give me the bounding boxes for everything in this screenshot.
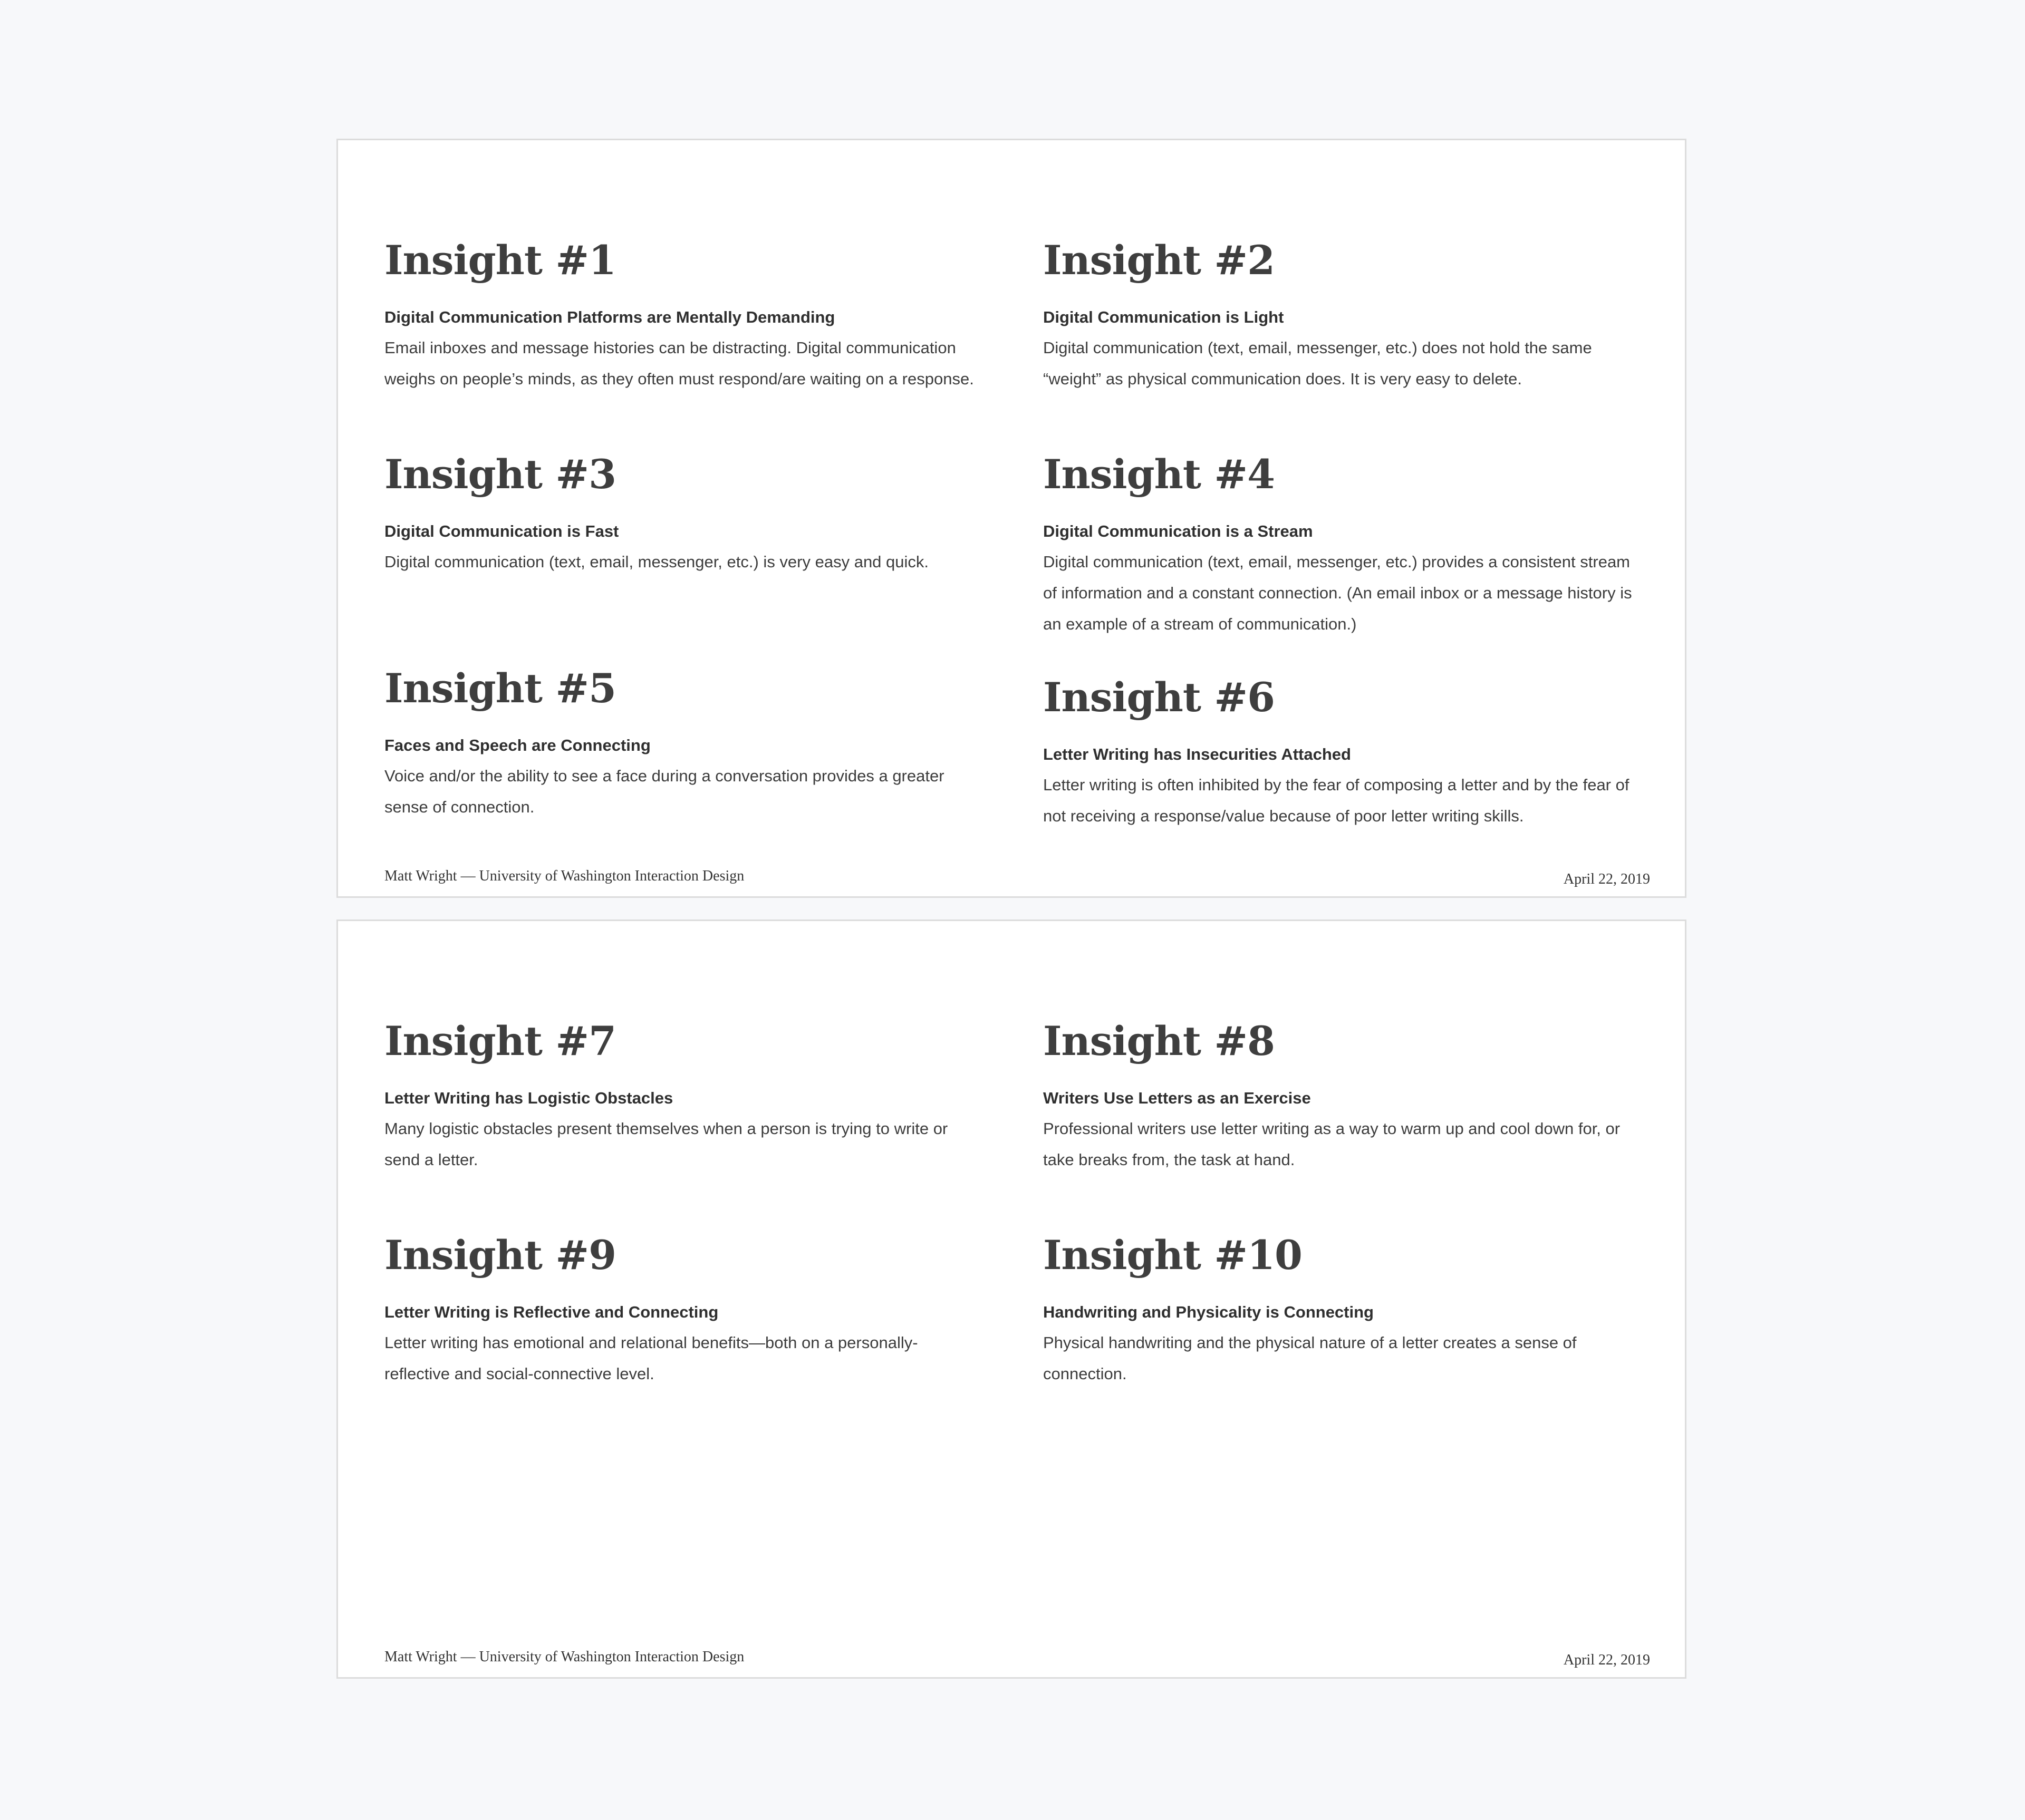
insight-subtitle: Faces and Speech are Connecting [384, 736, 651, 754]
insight-body: Professional writers use letter writing as a way to warm up and cool down for, or take breaks from, the task at hand. [1043, 1119, 1621, 1169]
footer-author: Matt Wright — University of Washington Interaction Design [384, 1649, 745, 1665]
insight-card-3 [384, 449, 975, 577]
insight-body: Digital communication (text, email, messenger, etc.) is very easy and quick. [384, 553, 929, 571]
insight-body: Physical handwriting and the physical nature of a letter creates a sense of connection. [1043, 1333, 1577, 1383]
footer-date: April 22, 2019 [1563, 871, 1650, 887]
insight-body: Letter writing has emotional and relational benefits—both on a personally-reflective and social-connective level. [384, 1333, 918, 1383]
insight-body: Letter writing is often inhibited by the fear of composing a letter and by the fear of not receiving a response/value because of poor letter writing skills. [1043, 776, 1629, 825]
insight-card-5 [384, 663, 975, 822]
insight-card-4 [1043, 449, 1634, 640]
insight-heading: Insight #6 [1043, 674, 1275, 721]
insight-card-7 [384, 1016, 975, 1175]
insight-subtitle: Digital Communication Platforms are Mentally Demanding [384, 308, 835, 326]
insight-body: Email inboxes and message histories can be distracting. Digital communication weighs on people’s minds, as they often must respond/are waiting on a response. [384, 338, 974, 388]
insight-heading: Insight #7 [384, 1018, 616, 1064]
insight-heading: Insight #10 [1043, 1232, 1302, 1279]
insight-heading: Insight #8 [1043, 1018, 1275, 1064]
insight-card-10 [1043, 1230, 1634, 1389]
insight-card-1 [384, 235, 975, 394]
insight-subtitle: Letter Writing has Insecurities Attached [1043, 745, 1351, 763]
insight-subtitle: Digital Communication is Light [1043, 308, 1284, 326]
insight-subtitle: Digital Communication is a Stream [1043, 522, 1313, 540]
insight-heading: Insight #9 [384, 1232, 616, 1279]
insight-body: Digital communication (text, email, messenger, etc.) does not hold the same “weight” as physical communication does. It is very easy to delete. [1043, 338, 1592, 388]
insight-card-6 [1043, 672, 1634, 831]
insight-heading: Insight #1 [384, 237, 616, 284]
insight-heading: Insight #3 [384, 451, 616, 498]
slide-2 [336, 919, 1686, 1679]
insight-card-9 [384, 1230, 975, 1389]
insight-heading: Insight #5 [384, 665, 616, 712]
slide-1 [336, 139, 1686, 898]
insight-card-8 [1043, 1016, 1634, 1175]
insight-subtitle: Letter Writing has Logistic Obstacles [384, 1089, 673, 1107]
insight-card-2 [1043, 235, 1634, 394]
insight-body: Voice and/or the ability to see a face during a conversation provides a greater sense of connection. [384, 767, 944, 816]
insight-heading: Insight #4 [1043, 451, 1275, 498]
insight-heading: Insight #2 [1043, 237, 1275, 284]
insight-body: Many logistic obstacles present themselves when a person is trying to write or send a letter. [384, 1119, 948, 1169]
insight-body: Digital communication (text, email, messenger, etc.) provides a consistent stream of information and a constant connection. (An email inbox or a message history is an example of a stream of communication.) [1043, 553, 1632, 633]
insight-subtitle: Writers Use Letters as an Exercise [1043, 1089, 1311, 1107]
insight-subtitle: Digital Communication is Fast [384, 522, 619, 540]
footer-author: Matt Wright — University of Washington Interaction Design [384, 868, 745, 884]
insight-subtitle: Handwriting and Physicality is Connecting [1043, 1303, 1374, 1321]
insight-subtitle: Letter Writing is Reflective and Connecting [384, 1303, 719, 1321]
footer-date: April 22, 2019 [1563, 1652, 1650, 1668]
